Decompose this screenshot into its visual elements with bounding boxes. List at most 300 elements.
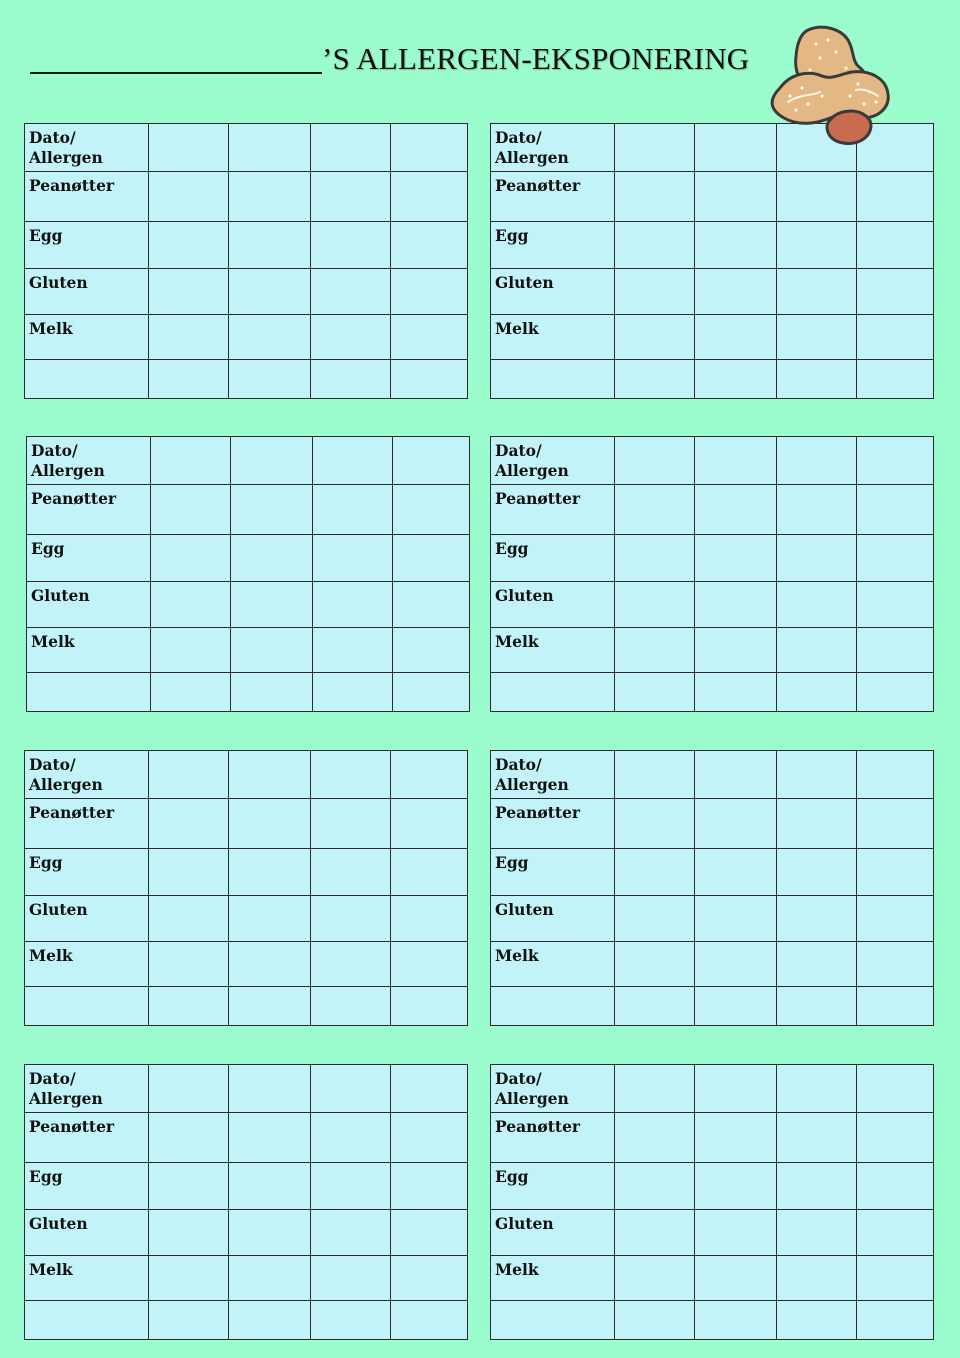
exposure-cell[interactable]	[149, 360, 229, 399]
page-title	[30, 38, 749, 77]
allergen-row	[491, 987, 934, 1026]
exposure-cell[interactable]	[229, 799, 311, 849]
exposure-cell[interactable]	[857, 315, 934, 360]
exposure-cell[interactable]	[229, 172, 311, 222]
exposure-cell[interactable]	[229, 1301, 311, 1340]
allergen-label: Peanøtter	[29, 176, 115, 195]
exposure-cell[interactable]	[149, 799, 229, 849]
allergen-label: Melk	[29, 319, 73, 338]
exposure-cell[interactable]	[615, 315, 695, 360]
date-cell[interactable]	[229, 124, 311, 172]
exposure-cell[interactable]	[149, 896, 229, 942]
exposure-cell[interactable]	[229, 222, 311, 269]
header-label-part: Allergen	[31, 461, 105, 480]
allergen-table	[24, 123, 468, 399]
allergen-label-cell	[27, 628, 151, 673]
allergen-label-cell	[491, 535, 615, 582]
allergen-label-cell	[491, 222, 615, 269]
date-allergen-header	[27, 437, 151, 485]
exposure-cell[interactable]	[695, 360, 777, 399]
exposure-cell[interactable]	[695, 582, 777, 628]
allergen-label-cell	[27, 535, 151, 582]
header-label-part: Dato/	[495, 441, 542, 460]
exposure-cell[interactable]	[149, 172, 229, 222]
allergen-label-cell[interactable]	[491, 987, 615, 1026]
allergen-row	[491, 849, 934, 896]
date-cell[interactable]	[857, 751, 934, 799]
exposure-cell[interactable]	[229, 896, 311, 942]
date-cell[interactable]	[311, 124, 391, 172]
header-label-part: Dato/	[495, 1069, 542, 1088]
header-label-part: Dato/	[495, 755, 542, 774]
allergen-label-cell	[491, 896, 615, 942]
date-allergen-header	[491, 437, 615, 485]
exposure-cell[interactable]	[777, 896, 857, 942]
allergen-label: Peanøtter	[29, 1117, 115, 1136]
allergen-row	[491, 673, 934, 712]
exposure-cell[interactable]	[695, 942, 777, 987]
exposure-cell[interactable]	[151, 582, 231, 628]
exposure-cell[interactable]	[229, 360, 311, 399]
header-label-part: Allergen	[495, 1089, 569, 1108]
date-cell[interactable]	[695, 437, 777, 485]
exposure-cell[interactable]	[615, 172, 695, 222]
header-row	[491, 751, 934, 799]
exposure-cell[interactable]	[313, 485, 393, 535]
date-allergen-header	[25, 751, 149, 799]
exposure-cell[interactable]	[857, 1210, 934, 1256]
allergen-row	[27, 582, 470, 628]
exposure-cell[interactable]	[615, 849, 695, 896]
exposure-cell[interactable]	[777, 172, 857, 222]
allergen-label-cell[interactable]	[491, 360, 615, 399]
allergen-row	[25, 315, 468, 360]
exposure-cell[interactable]	[391, 799, 468, 849]
exposure-cell[interactable]	[311, 987, 391, 1026]
exposure-cell[interactable]	[149, 849, 229, 896]
allergen-label: Gluten	[29, 273, 88, 292]
exposure-cell[interactable]	[313, 582, 393, 628]
header-row	[491, 1065, 934, 1113]
exposure-cell[interactable]	[311, 172, 391, 222]
date-allergen-header	[25, 124, 149, 172]
allergen-label: Peanøtter	[495, 489, 581, 508]
exposure-cell[interactable]	[857, 1256, 934, 1301]
exposure-cell[interactable]	[777, 942, 857, 987]
allergen-label: Peanøtter	[495, 1117, 581, 1136]
header-row	[491, 437, 934, 485]
allergen-label-cell	[25, 896, 149, 942]
date-cell[interactable]	[149, 1065, 229, 1113]
exposure-cell[interactable]	[857, 896, 934, 942]
exposure-cell[interactable]	[857, 799, 934, 849]
date-cell[interactable]	[695, 1065, 777, 1113]
allergen-row	[27, 485, 470, 535]
exposure-cell[interactable]	[313, 628, 393, 673]
exposure-cell[interactable]	[151, 673, 231, 712]
allergen-label: Peanøtter	[495, 803, 581, 822]
allergen-label-cell	[491, 485, 615, 535]
allergen-row	[491, 360, 934, 399]
exposure-cell[interactable]	[391, 942, 468, 987]
allergen-label-cell	[25, 222, 149, 269]
exposure-cell[interactable]	[777, 1210, 857, 1256]
allergen-label-cell[interactable]	[491, 1301, 615, 1340]
exposure-cell[interactable]	[615, 269, 695, 315]
allergen-label-cell[interactable]	[25, 1301, 149, 1340]
allergen-label-cell	[491, 799, 615, 849]
date-cell[interactable]	[391, 1065, 468, 1113]
allergen-row	[25, 1256, 468, 1301]
exposure-cell[interactable]	[151, 628, 231, 673]
exposure-cell[interactable]	[151, 485, 231, 535]
date-cell[interactable]	[857, 1065, 934, 1113]
date-cell[interactable]	[229, 1065, 311, 1113]
exposure-cell[interactable]	[391, 1256, 468, 1301]
date-cell[interactable]	[229, 751, 311, 799]
exposure-cell[interactable]	[229, 269, 311, 315]
exposure-cell[interactable]	[229, 315, 311, 360]
exposure-cell[interactable]	[695, 987, 777, 1026]
header-label-part: Dato/	[29, 755, 76, 774]
exposure-cell[interactable]	[149, 987, 229, 1026]
exposure-cell[interactable]	[695, 172, 777, 222]
allergen-row	[25, 1210, 468, 1256]
exposure-cell[interactable]	[149, 942, 229, 987]
date-cell[interactable]	[311, 1065, 391, 1113]
exposure-cell[interactable]	[857, 1163, 934, 1210]
allergen-table	[490, 750, 934, 1026]
exposure-cell[interactable]	[857, 222, 934, 269]
exposure-cell[interactable]	[695, 896, 777, 942]
allergen-label-cell	[25, 315, 149, 360]
date-cell[interactable]	[777, 437, 857, 485]
exposure-cell[interactable]	[857, 849, 934, 896]
exposure-cell[interactable]	[393, 673, 470, 712]
exposure-cell[interactable]	[695, 1163, 777, 1210]
exposure-cell[interactable]	[391, 896, 468, 942]
header-row	[25, 124, 468, 172]
exposure-cell[interactable]	[229, 942, 311, 987]
exposure-cell[interactable]	[695, 269, 777, 315]
exposure-cell[interactable]	[391, 1210, 468, 1256]
exposure-cell[interactable]	[777, 485, 857, 535]
allergen-label: Peanøtter	[495, 176, 581, 195]
allergen-label: Egg	[495, 1167, 529, 1186]
exposure-cell[interactable]	[695, 1256, 777, 1301]
exposure-cell[interactable]	[777, 582, 857, 628]
exposure-cell[interactable]	[393, 485, 470, 535]
exposure-cell[interactable]	[391, 1301, 468, 1340]
date-cell[interactable]	[393, 437, 470, 485]
exposure-cell[interactable]	[311, 896, 391, 942]
allergen-label-cell	[491, 269, 615, 315]
allergen-table	[26, 436, 470, 712]
exposure-cell[interactable]	[615, 1256, 695, 1301]
allergen-label: Melk	[495, 946, 539, 965]
date-cell[interactable]	[391, 124, 468, 172]
exposure-cell[interactable]	[615, 1163, 695, 1210]
exposure-cell[interactable]	[777, 799, 857, 849]
allergen-label: Melk	[495, 319, 539, 338]
allergen-label-cell[interactable]	[491, 673, 615, 712]
exposure-cell[interactable]	[857, 673, 934, 712]
exposure-cell[interactable]	[777, 535, 857, 582]
allergen-row	[491, 1210, 934, 1256]
exposure-cell[interactable]	[695, 1210, 777, 1256]
header-row	[25, 751, 468, 799]
exposure-cell[interactable]	[391, 987, 468, 1026]
exposure-cell[interactable]	[695, 1113, 777, 1163]
peanut-icon	[760, 22, 900, 152]
exposure-cell[interactable]	[615, 1301, 695, 1340]
exposure-cell[interactable]	[777, 1301, 857, 1340]
exposure-cell[interactable]	[615, 485, 695, 535]
date-cell[interactable]	[615, 437, 695, 485]
exposure-cell[interactable]	[857, 485, 934, 535]
allergen-row	[25, 942, 468, 987]
header-label-part: Dato/	[29, 1069, 76, 1088]
exposure-cell[interactable]	[777, 1113, 857, 1163]
exposure-cell[interactable]	[391, 315, 468, 360]
exposure-cell[interactable]	[231, 673, 313, 712]
exposure-cell[interactable]	[615, 535, 695, 582]
exposure-cell[interactable]	[229, 849, 311, 896]
date-cell[interactable]	[777, 1065, 857, 1113]
exposure-cell[interactable]	[777, 673, 857, 712]
date-cell[interactable]	[313, 437, 393, 485]
exposure-cell[interactable]	[695, 849, 777, 896]
exposure-cell[interactable]	[311, 1301, 391, 1340]
exposure-cell[interactable]	[149, 1301, 229, 1340]
date-cell[interactable]	[311, 751, 391, 799]
exposure-cell[interactable]	[695, 799, 777, 849]
exposure-cell[interactable]	[615, 942, 695, 987]
exposure-cell[interactable]	[229, 1210, 311, 1256]
allergen-table	[490, 1064, 934, 1340]
exposure-cell[interactable]	[311, 269, 391, 315]
header-row	[27, 437, 470, 485]
date-allergen-header	[491, 751, 615, 799]
allergen-row	[491, 269, 934, 315]
exposure-cell[interactable]	[391, 360, 468, 399]
allergen-label-cell	[25, 269, 149, 315]
exposure-cell[interactable]	[695, 628, 777, 673]
header-row	[25, 1065, 468, 1113]
child-name-line[interactable]	[30, 38, 322, 74]
exposure-cell[interactable]	[615, 799, 695, 849]
date-cell[interactable]	[695, 751, 777, 799]
allergen-label-cell	[27, 582, 151, 628]
header-label-part: Allergen	[29, 775, 103, 794]
exposure-cell[interactable]	[149, 222, 229, 269]
exposure-cell[interactable]	[615, 628, 695, 673]
exposure-cell[interactable]	[311, 1210, 391, 1256]
exposure-cell[interactable]	[229, 1163, 311, 1210]
allergen-row	[25, 172, 468, 222]
exposure-cell[interactable]	[149, 1113, 229, 1163]
exposure-cell[interactable]	[615, 1113, 695, 1163]
exposure-cell[interactable]	[777, 849, 857, 896]
exposure-cell[interactable]	[391, 269, 468, 315]
exposure-cell[interactable]	[311, 1256, 391, 1301]
exposure-cell[interactable]	[391, 1163, 468, 1210]
allergen-row	[491, 535, 934, 582]
date-cell[interactable]	[615, 1065, 695, 1113]
exposure-cell[interactable]	[391, 1113, 468, 1163]
allergen-label-cell	[491, 628, 615, 673]
exposure-cell[interactable]	[777, 360, 857, 399]
allergen-row	[491, 315, 934, 360]
allergen-row	[491, 628, 934, 673]
exposure-cell[interactable]	[393, 582, 470, 628]
allergen-label: Gluten	[29, 1214, 88, 1233]
allergen-label-cell	[25, 1163, 149, 1210]
exposure-cell[interactable]	[391, 172, 468, 222]
allergen-label: Peanøtter	[31, 489, 117, 508]
exposure-cell[interactable]	[777, 269, 857, 315]
exposure-cell[interactable]	[313, 535, 393, 582]
allergen-row	[25, 1113, 468, 1163]
header-label-part: Allergen	[495, 461, 569, 480]
exposure-cell[interactable]	[777, 987, 857, 1026]
exposure-cell[interactable]	[777, 222, 857, 269]
exposure-cell[interactable]	[777, 1256, 857, 1301]
date-cell[interactable]	[151, 437, 231, 485]
exposure-cell[interactable]	[857, 172, 934, 222]
allergen-label-cell	[491, 942, 615, 987]
exposure-cell[interactable]	[615, 582, 695, 628]
exposure-cell[interactable]	[149, 269, 229, 315]
allergen-label-cell[interactable]	[27, 673, 151, 712]
exposure-cell[interactable]	[857, 360, 934, 399]
exposure-cell[interactable]	[231, 628, 313, 673]
exposure-cell[interactable]	[857, 942, 934, 987]
allergen-row	[25, 896, 468, 942]
exposure-cell[interactable]	[777, 628, 857, 673]
allergen-row	[27, 673, 470, 712]
exposure-cell[interactable]	[615, 1210, 695, 1256]
exposure-cell[interactable]	[391, 849, 468, 896]
exposure-cell[interactable]	[311, 849, 391, 896]
exposure-cell[interactable]	[695, 315, 777, 360]
exposure-cell[interactable]	[857, 987, 934, 1026]
exposure-cell[interactable]	[311, 1163, 391, 1210]
exposure-cell[interactable]	[229, 1113, 311, 1163]
exposure-cell[interactable]	[311, 222, 391, 269]
allergen-row	[25, 849, 468, 896]
exposure-cell[interactable]	[857, 628, 934, 673]
exposure-cell[interactable]	[393, 628, 470, 673]
exposure-cell[interactable]	[311, 315, 391, 360]
exposure-cell[interactable]	[313, 673, 393, 712]
date-cell[interactable]	[391, 751, 468, 799]
exposure-cell[interactable]	[311, 360, 391, 399]
exposure-cell[interactable]	[857, 582, 934, 628]
allergen-row	[491, 896, 934, 942]
allergen-label-cell	[491, 1113, 615, 1163]
allergen-label-cell[interactable]	[25, 360, 149, 399]
header-label-part: Dato/	[29, 128, 76, 147]
allergen-row	[491, 172, 934, 222]
exposure-cell[interactable]	[777, 1163, 857, 1210]
exposure-cell[interactable]	[857, 1113, 934, 1163]
exposure-cell[interactable]	[615, 222, 695, 269]
exposure-cell[interactable]	[615, 673, 695, 712]
exposure-cell[interactable]	[229, 1256, 311, 1301]
allergen-label: Egg	[495, 539, 529, 558]
exposure-cell[interactable]	[695, 1301, 777, 1340]
exposure-cell[interactable]	[857, 269, 934, 315]
allergen-label-cell	[491, 1163, 615, 1210]
date-cell[interactable]	[615, 751, 695, 799]
allergen-row	[25, 360, 468, 399]
date-allergen-header	[491, 1065, 615, 1113]
allergen-label: Egg	[29, 226, 63, 245]
exposure-cell[interactable]	[149, 1210, 229, 1256]
allergen-label: Egg	[495, 853, 529, 872]
exposure-cell[interactable]	[149, 1256, 229, 1301]
exposure-cell[interactable]	[151, 535, 231, 582]
exposure-cell[interactable]	[231, 582, 313, 628]
allergen-row	[491, 1163, 934, 1210]
allergen-row	[491, 582, 934, 628]
allergen-label-cell	[25, 1113, 149, 1163]
date-allergen-header	[491, 124, 615, 172]
allergen-label: Egg	[29, 853, 63, 872]
exposure-cell[interactable]	[695, 673, 777, 712]
date-cell[interactable]	[857, 437, 934, 485]
exposure-cell[interactable]	[615, 360, 695, 399]
exposure-cell[interactable]	[229, 987, 311, 1026]
allergen-table	[490, 123, 934, 399]
exposure-cell[interactable]	[231, 485, 313, 535]
date-cell[interactable]	[777, 751, 857, 799]
date-cell[interactable]	[149, 124, 229, 172]
exposure-cell[interactable]	[393, 535, 470, 582]
exposure-cell[interactable]	[149, 315, 229, 360]
allergen-table	[24, 750, 468, 1026]
date-cell[interactable]	[231, 437, 313, 485]
allergen-label-cell	[25, 172, 149, 222]
exposure-cell[interactable]	[615, 896, 695, 942]
exposure-cell[interactable]	[311, 942, 391, 987]
exposure-cell[interactable]	[615, 987, 695, 1026]
allergen-label-cell[interactable]	[25, 987, 149, 1026]
exposure-cell[interactable]	[857, 1301, 934, 1340]
exposure-cell[interactable]	[311, 799, 391, 849]
exposure-cell[interactable]	[231, 535, 313, 582]
date-cell[interactable]	[149, 751, 229, 799]
header-label-part: Dato/	[31, 441, 78, 460]
exposure-cell[interactable]	[695, 535, 777, 582]
exposure-cell[interactable]	[149, 1163, 229, 1210]
allergen-row	[25, 987, 468, 1026]
exposure-cell[interactable]	[857, 535, 934, 582]
exposure-cell[interactable]	[695, 222, 777, 269]
exposure-cell[interactable]	[777, 315, 857, 360]
allergen-row	[491, 1113, 934, 1163]
allergen-row	[491, 485, 934, 535]
date-cell[interactable]	[615, 124, 695, 172]
exposure-cell[interactable]	[391, 222, 468, 269]
allergen-label: Gluten	[29, 900, 88, 919]
exposure-cell[interactable]	[695, 485, 777, 535]
allergen-label: Gluten	[495, 900, 554, 919]
allergen-label-cell	[25, 799, 149, 849]
allergen-row	[25, 1163, 468, 1210]
exposure-cell[interactable]	[311, 1113, 391, 1163]
